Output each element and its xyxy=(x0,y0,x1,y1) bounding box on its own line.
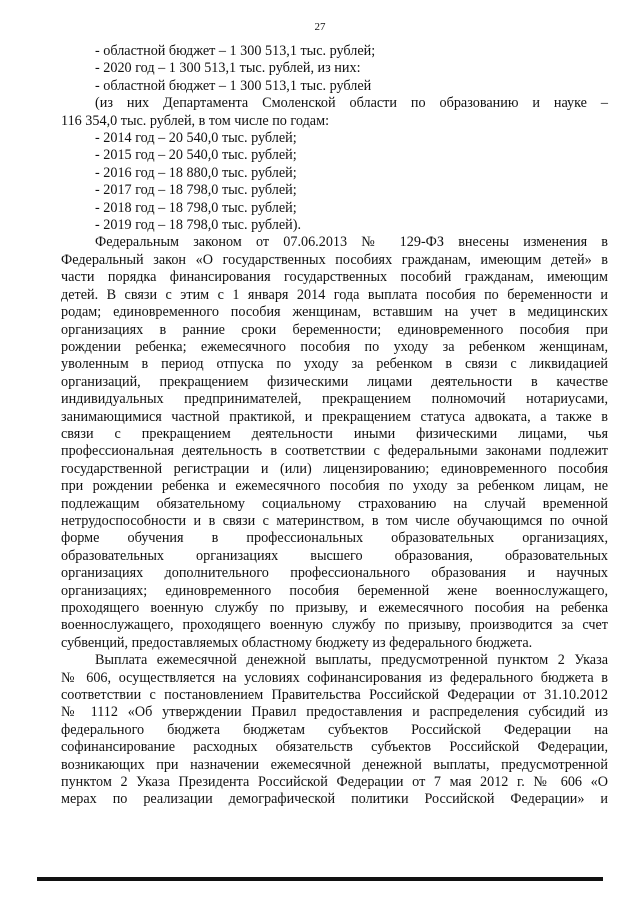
text-line: части порядка финансирования государственных пособий гражданам, имеющим xyxy=(61,269,608,286)
list-item: - областной бюджет – 1 300 513,1 тыс. рублей; xyxy=(95,43,376,59)
text-line: нетрудоспособности и в связи с материнством, в том числе обучающимся по очной xyxy=(61,512,608,529)
text-line: проходящего военную службу по призыву, и ежемесячного пособия на ребенка xyxy=(61,600,608,616)
text-line: военнослужащего, проходящего военную службу по призыву, производится за счет xyxy=(61,617,608,634)
text-line: возникающих при назначении ежемесячной денежной выплаты, предусмотренной xyxy=(61,756,608,773)
text-line: детей. В связи с этим с 1 января 2014 года выплата пособия по беременности и xyxy=(61,286,608,303)
list-item: - 2017 год – 18 798,0 тыс. рублей; xyxy=(95,182,297,199)
list-item: - 2016 год – 18 880,0 тыс. рублей; xyxy=(95,164,297,181)
paragraph-law xyxy=(61,234,608,652)
text-line: уволенным в период отпуска по уходу за ребенком в связи с ликвидацией xyxy=(61,356,608,373)
paragraph-payment xyxy=(61,652,608,809)
text-line: родам; единовременного пособия женщинам, вставшим на учет в медицинских xyxy=(61,304,608,321)
text-line: при рождении ребенка и ежемесячного пособия по уходу за ребенком лицам, не xyxy=(61,478,608,495)
text-line: № 606, осуществляется на условиях софинансирования из федерального бюджета в xyxy=(61,669,608,686)
page-number: 27 xyxy=(314,21,326,33)
text-line: Федеральный закон «О государственных пособиях гражданам, имеющим детей» в xyxy=(61,251,608,268)
text-line: подлежащим обязательному социальному страхованию на случай временной xyxy=(61,495,608,512)
list-item: - 2014 год – 20 540,0 тыс. рублей; xyxy=(95,130,297,147)
text-line: субвенций, предоставляемых областному бюджету из федерального бюджета. xyxy=(61,634,533,651)
list-item: - 2020 год – 1 300 513,1 тыс. рублей, из них: xyxy=(95,60,361,77)
list-item: - 2018 год – 18 798,0 тыс. рублей; xyxy=(95,199,297,216)
year-list xyxy=(61,130,608,234)
text-line: рождении ребенка; ежемесячного пособия по уходу за ребенком женщинам, xyxy=(61,338,608,355)
text-line: организациях; единовременного пособия беременной жене военнослужащего, xyxy=(61,582,608,599)
text-line: мерах по реализации демографической политики Российской Федерации» и xyxy=(61,791,608,808)
document-body xyxy=(61,43,608,809)
text-line: № 1112 «Об утверждении Правил предоставления и распределения субсидий из xyxy=(61,704,608,721)
text-line: образовательных организациях высшего образования, образовательных xyxy=(61,547,608,564)
text-line: Выплата ежемесячной денежной выплаты, предусмотренной пунктом 2 Указа xyxy=(95,652,608,669)
list-item: - 2019 год – 18 798,0 тыс. рублей). xyxy=(95,217,301,234)
text-line: федерального бюджета бюджетам субъектов Российской Федерации на xyxy=(61,721,608,738)
text-line: форме обучения в профессиональных образовательных организациях, xyxy=(61,530,608,547)
budget-list-top xyxy=(61,43,608,95)
text-line: организациях в ранние сроки беременности; единовременного пособия при xyxy=(61,321,608,338)
text-line: связи с прекращением деятельности иными физическими лицами, чья xyxy=(61,425,608,442)
text-line: (из них Департамента Смоленской области по образованию и науке – xyxy=(95,95,608,112)
list-item: - областной бюджет – 1 300 513,1 тыс. рублей xyxy=(95,77,372,94)
text-line: пунктом 2 Указа Президента Российской Федерации от 7 мая 2012 г. № 606 «О xyxy=(61,774,608,791)
text-line: занимающимися частной практикой, и прекращением статуса адвоката, а также в xyxy=(61,408,608,425)
text-line: организаций, прекращением физическими лицами деятельности в качестве xyxy=(61,373,608,390)
text-line: профессиональная деятельность в соответствии с федеральными законами подлежит xyxy=(61,443,608,460)
text-line: 116 354,0 тыс. рублей, в том числе по годам: xyxy=(61,112,330,129)
text-line: Федеральным законом от 07.06.2013 № 129-ФЗ внесены изменения в xyxy=(95,234,608,251)
department-note xyxy=(61,95,608,130)
text-line: организациях дополнительного профессионального образования и научных xyxy=(61,565,608,582)
text-line: софинансирование расходных обязательств субъектов Российской Федерации, xyxy=(61,739,608,756)
text-line: государственной регистрации и (или) лицензированию; единовременного пособия xyxy=(61,460,608,477)
text-line: соответствии с постановлением Правительства Российской Федерации от 31.10.2012 xyxy=(61,687,608,704)
bottom-rule xyxy=(37,877,603,881)
text-line: индивидуальных предпринимателей, прекращением полномочий нотариусами, xyxy=(61,391,608,408)
list-item: - 2015 год – 20 540,0 тыс. рублей; xyxy=(95,147,297,164)
